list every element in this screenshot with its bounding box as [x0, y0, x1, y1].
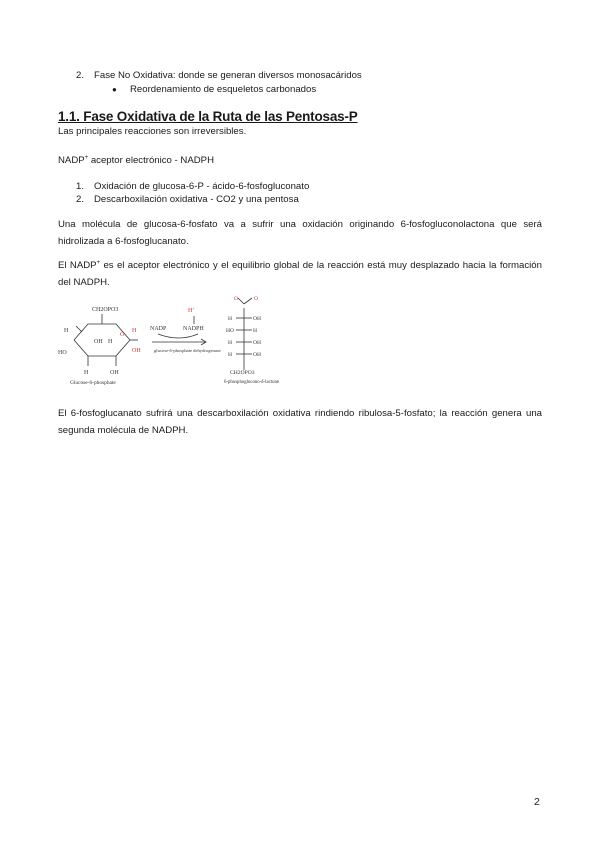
left-caption: Glucose-6-phosphate: [70, 380, 116, 386]
svg-text:O: O: [120, 332, 125, 338]
svg-text:HO: HO: [226, 328, 235, 334]
svg-text:OH: OH: [253, 316, 262, 322]
paragraph-nadp: El NADP+ es el aceptor electrónico y el equilibrio global de la reacción está muy desplazado hacia la formación del NADPH.: [58, 259, 542, 288]
svg-text:OH: OH: [94, 339, 103, 345]
step-number: 1.: [76, 181, 85, 192]
nadp-cofactor: NADP: [150, 326, 167, 332]
left-group-label: CH2OPO3: [92, 307, 119, 313]
svg-text:H: H: [64, 328, 69, 334]
nadp-line: NADP+ aceptor electrónico - NADPH: [58, 154, 215, 166]
svg-text:HO: HO: [58, 350, 67, 356]
reaction-figure: [58, 294, 288, 386]
list-number: 2.: [76, 70, 85, 81]
step-text: Oxidación de glucosa-6-P - ácido-6-fosfogluconato: [94, 181, 310, 192]
list-item-text: Fase No Oxidativa: donde se generan diversos monosacáridos: [94, 70, 362, 81]
bullet-icon: ●: [112, 85, 117, 94]
svg-text:OH: OH: [110, 370, 119, 376]
svg-text:H: H: [228, 340, 233, 346]
nadph-cofactor: NADPH: [183, 326, 204, 332]
reaction-diagram: [58, 294, 288, 386]
paragraph-oxidation: Una molécula de glucosa-6-fosfato va a sufrir una oxidación originando 6-fosfogluconolactona que será hidrolizada a 6-fosfoglucanato.: [58, 219, 542, 247]
svg-text:OH: OH: [132, 348, 141, 354]
step-text: Descarboxilación oxidativa - CO2 y una pentosa: [94, 194, 299, 205]
intro-text: Las principales reacciones son irreversibles.: [58, 126, 247, 137]
svg-text:H+: H+: [188, 306, 195, 314]
sub-list-item-text: Reordenamiento de esqueletos carbonados: [130, 84, 317, 95]
enzyme-label: glucose-6-phosphate dehydrogenase: [154, 348, 221, 353]
section-heading: 1.1. Fase Oxidativa de la Ruta de las Pentosas-P: [58, 109, 358, 124]
right-bottom-group: CH2OPO3: [230, 370, 255, 376]
svg-text:H: H: [253, 328, 258, 334]
svg-text:H: H: [228, 316, 233, 322]
svg-text:H: H: [108, 339, 113, 345]
svg-text:H: H: [132, 328, 137, 334]
svg-text:H: H: [84, 370, 89, 376]
svg-text:OH: OH: [253, 352, 262, 358]
svg-text:OH: OH: [253, 340, 262, 346]
svg-text:H: H: [228, 352, 233, 358]
svg-text:O: O: [234, 296, 239, 302]
page-number: 2: [534, 796, 540, 808]
right-caption: 6-phosphoglucono-δ-lactone: [224, 380, 280, 385]
svg-text:O: O: [254, 296, 259, 302]
paragraph-decarboxylation: El 6-fosfoglucanato sufrirá una descarboxilación oxidativa rindiendo ribulosa-5-fosfato; la reacción genera una segunda molécula de NADPH.: [58, 408, 542, 436]
step-number: 2.: [76, 194, 85, 205]
